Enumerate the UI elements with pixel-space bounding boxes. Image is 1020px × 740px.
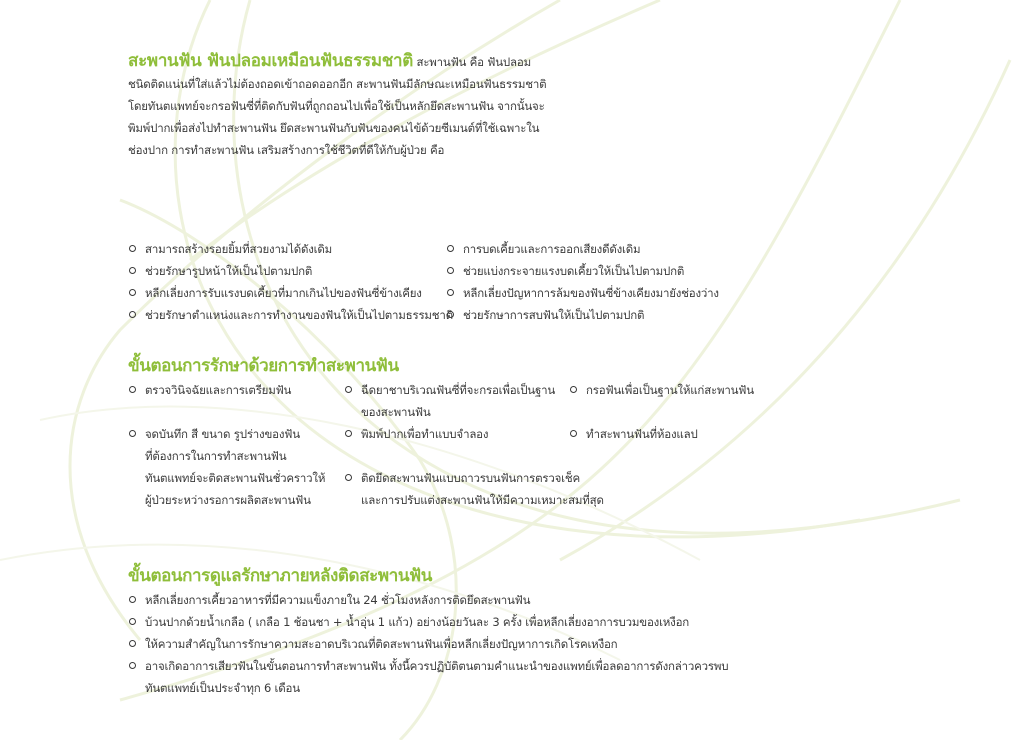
bullet-ring-icon <box>570 430 577 437</box>
list-item-text: ทันตแพทย์เป็นประจำทุก 6 เดือน <box>145 681 300 695</box>
bullet-ring-icon <box>129 311 136 318</box>
list-item <box>344 379 604 423</box>
list-item-text: ที่ต้องการในการทำสะพานฟัน <box>145 449 287 463</box>
intro-line: พิมพ์ปากเพื่อส่งไปทำสะพานฟัน ยึดสะพานฟันกับฟันของคนไข้ด้วยซีเมนต์ที่ใช้เฉพาะใน <box>128 121 540 135</box>
intro-line: ช่องปาก การทำสะพานฟัน เสริมสร้างการใช้ชีวิตที่ดีให้กับผู้ป่วย คือ <box>128 143 445 157</box>
list-item-text: พิมพ์ปากเพื่อทำแบบจำลอง <box>361 427 489 441</box>
procedure-col-2 <box>344 379 604 511</box>
bullet-ring-icon <box>129 289 136 296</box>
list-item-text: อาจเกิดอาการเสียวฟันในขั้นตอนการทำสะพานฟัน ทั้งนี้ควรปฏิบัติตนตามคำแนะนำของแพทย์เพื่อลดอาการดังกล่าวควรพบ <box>145 659 729 673</box>
list-item-text: และการปรับแต่งสะพานฟันให้มีความเหมาะสมที่สุด <box>361 493 604 507</box>
list-item <box>569 379 754 401</box>
list-item <box>128 423 325 511</box>
list-item-text: ช่วยรักษารูปหน้าให้เป็นไปตามปกติ <box>145 264 313 278</box>
list-item <box>446 238 719 260</box>
list-item-text: สามารถสร้างรอยยิ้มที่สวยงามได้ดังเดิม <box>145 242 333 256</box>
bullet-ring-icon <box>129 618 136 625</box>
list-item-text: ตรวจวินิจฉัยและการเตรียมฟัน <box>145 383 292 397</box>
list-item-text: ทันตแพทย์จะติดสะพานฟันชั่วคราวให้ <box>145 471 326 485</box>
bullet-ring-icon <box>345 430 352 437</box>
list-item <box>446 304 719 326</box>
bullet-ring-icon <box>129 596 136 603</box>
list-item-text: ช่วยแบ่งกระจายแรงบดเคี้ยวให้เป็นไปตามปกติ <box>463 264 685 278</box>
procedure-heading: ขั้นตอนการรักษาด้วยการทำสะพานฟัน <box>128 356 399 376</box>
list-item <box>128 589 728 611</box>
list-item-text: หลีกเลี่ยงการรับแรงบดเคี้ยวที่มากเกินไปของฟันซี่ข้างเคียง <box>145 286 422 300</box>
list-item <box>128 238 453 260</box>
procedure-col-3 <box>569 379 754 445</box>
intro-line: โดยทันตแพทย์จะกรอฟันซี่ที่ติดกับฟันที่ถูกถอนไปเพื่อใช้เป็นหลักยึดสะพานฟัน จากนั้นจะ <box>128 99 545 113</box>
list-item <box>446 282 719 304</box>
list-item-text: หลีกเลี่ยงการเคี้ยวอาหารที่มีความแข็งภายใน 24 ชั่วโมงหลังการติดยึดสะพานฟัน <box>145 593 531 607</box>
list-item-text: หลีกเลี่ยงปัญหาการล้มของฟันซี่ข้างเคียงมายังช่องว่าง <box>463 286 719 300</box>
benefits-list-left <box>128 238 453 326</box>
bullet-ring-icon <box>129 267 136 274</box>
list-item-text: ติดยึดสะพานฟันแบบถาวรบนฟันการตรวจเช็ค <box>361 471 580 485</box>
intro-lead: สะพานฟัน คือ ฟันปลอม <box>416 55 531 69</box>
list-item <box>344 467 604 511</box>
bullet-ring-icon <box>447 289 454 296</box>
aftercare-list <box>128 589 728 699</box>
list-item <box>128 379 325 401</box>
list-item-text: ช่วยรักษาตำแหน่งและการทำงานของฟันให้เป็นไปตามธรรมชาติ <box>145 308 453 322</box>
list-item-text: ให้ความสำคัญในการรักษาความสะอาดบริเวณที่ติดสะพานฟันเพื่อหลีกเลี่ยงปัญหาการเกิดโรคเหงือก <box>145 637 618 651</box>
bullet-ring-icon <box>345 474 352 481</box>
bullet-ring-icon <box>447 267 454 274</box>
list-item-text: การบดเคี้ยวและการออกเสียงดีดังเดิม <box>463 242 641 256</box>
procedure-col-1 <box>128 379 325 511</box>
list-item <box>128 633 728 655</box>
list-item <box>128 611 728 633</box>
list-item <box>344 423 604 445</box>
list-item <box>128 655 728 699</box>
bullet-ring-icon <box>129 430 136 437</box>
bullet-ring-icon <box>447 311 454 318</box>
list-item-text: จดบันทึก สี ขนาด รูปร่างของฟัน <box>145 427 300 441</box>
list-item <box>569 423 754 445</box>
bullet-ring-icon <box>570 386 577 393</box>
list-item-text: ช่วยรักษาการสบฟันให้เป็นไปตามปกติ <box>463 308 645 322</box>
list-item-text: ฉีดยาชาบริเวณฟันซี่ที่จะกรอเพื่อเป็นฐาน <box>361 383 556 397</box>
bullet-ring-icon <box>345 386 352 393</box>
intro-first-line <box>128 50 568 73</box>
bullet-ring-icon <box>129 245 136 252</box>
list-item-text: ผู้ป่วยระหว่างรอการผลิตสะพานฟัน <box>145 493 311 507</box>
intro-section <box>128 50 568 161</box>
benefits-list-right <box>446 238 719 326</box>
list-item-text: กรอฟันเพื่อเป็นฐานให้แก่สะพานฟัน <box>586 383 754 397</box>
bullet-ring-icon <box>129 386 136 393</box>
list-item <box>128 260 453 282</box>
list-item-text: บ้วนปากด้วยน้ำเกลือ ( เกลือ 1 ช้อนชา + น้ำอุ่น 1 แก้ว) อย่างน้อยวันละ 3 ครั้ง เพื่อหลีกเลี่ยงอาการบวมของเหงือก <box>145 615 690 629</box>
bullet-ring-icon <box>447 245 454 252</box>
list-item <box>128 282 453 304</box>
list-item-text: ของสะพานฟัน <box>361 405 431 419</box>
list-item-text: ทำสะพานฟันที่ห้องแลป <box>586 427 698 441</box>
intro-line: ชนิดติดแน่นที่ใส่แล้วไม่ต้องถอดเข้าถอดออกอีก สะพานฟันมีลักษณะเหมือนฟันธรรมชาติ <box>128 77 547 91</box>
intro-title: สะพานฟัน ฟันปลอมเหมือนฟันธรรมชาติ <box>128 51 414 71</box>
bullet-ring-icon <box>129 640 136 647</box>
bullet-ring-icon <box>129 662 136 669</box>
list-item <box>128 304 453 326</box>
list-item <box>446 260 719 282</box>
aftercare-heading: ขั้นตอนการดูแลรักษาภายหลังติดสะพานฟัน <box>128 566 432 586</box>
